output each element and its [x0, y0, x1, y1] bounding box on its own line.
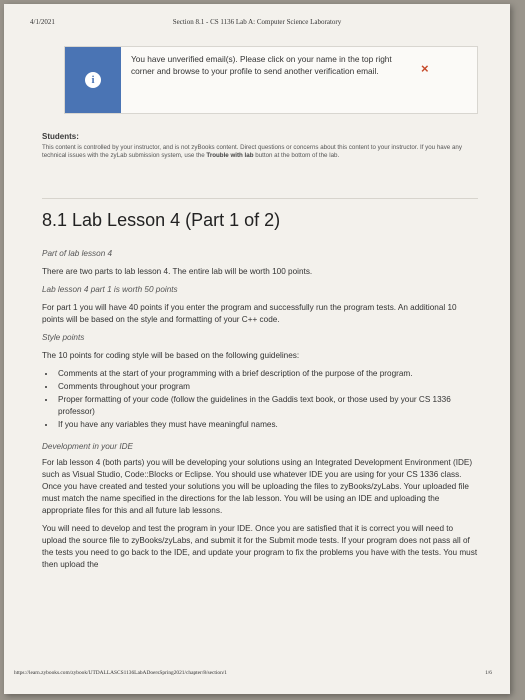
dev-paragraph-2: You will need to develop and test the program in your IDE. Once you are satisfied that it is correct you will need to upload the source file to zyBooks/zyLabs, and submit it for the Submit mode tests. If your program does not pass all of the tests you need to go back to the IDE, and update your program to fix the problems you have with the tests. You must then upload the [42, 524, 478, 569]
page-number: 1/6 [485, 670, 492, 676]
part-worth: Lab lesson 4 part 1 is worth 50 points [42, 285, 178, 294]
printed-page [4, 4, 510, 694]
style-heading: Style points [42, 333, 85, 342]
list-item: • Comments throughout your program [56, 381, 478, 393]
students-text: This content is controlled by your instructor, and is not zyBooks content. Direct questions or concerns about this content to your instructor. If you have any technical issues with the zyLab submission system, use the Trouble with lab button at the bottom of the lab. [42, 144, 462, 160]
banner-icon-area [65, 47, 121, 113]
list-item: • Proper formatting of your code (follow the guidelines in the Gaddis text book, or those used by your CS 1336 professor) [56, 394, 478, 418]
style-intro: The 10 points for coding style will be based on the following guidelines: [42, 351, 300, 360]
info-icon: i [85, 72, 101, 88]
dev-heading: Development in your IDE [42, 442, 134, 451]
print-title: Section 8.1 - CS 1136 Lab A: Computer Science Laboratory [172, 18, 342, 26]
print-url: https://learn.zybooks.com/zybook/UTDALLASCS1136LabADoersSpring2021/chapter/8/section/1 [14, 670, 227, 676]
students-label: Students: [42, 132, 79, 141]
close-icon[interactable]: × [421, 61, 429, 76]
banner-message: You have unverified email(s). Please click on your name in the top right corner and browse to your profile to send another verification email. [131, 54, 392, 76]
unverified-email-banner [64, 46, 478, 114]
dev-paragraph-1: For lab lesson 4 (both parts) you will be developing your solutions using an Integrated Development Environment (IDE) such as Visual Studio, Code::Blocks or Eclipse. You should use whatever IDE you are using for your CS 1336 class. Once you have created and tested your solutions you will be uploading the files to zyBooks/zyLabs. Your uploaded file must match the name specified in the directions for the lab lesson. You will be using an IDE and uploading the appropriate files for this and all future lab lessons. [42, 458, 473, 515]
style-guidelines-list [56, 368, 478, 431]
list-item: • If you have any variables they must have meaningful names. [56, 419, 478, 431]
trouble-with-lab-ref: Trouble with lab [206, 152, 254, 160]
students-notice [42, 132, 482, 160]
part1-description: For part 1 you will have 40 points if you enter the program and successfully run the program tests. An additional 10 points will be based on the style and formatting of your C++ code. [42, 303, 457, 324]
lab-title: 8.1 Lab Lesson 4 (Part 1 of 2) [42, 210, 281, 230]
list-item: • Comments at the start of your programming with a brief description of the purpose of the program. [56, 368, 478, 380]
lab-content [42, 248, 478, 577]
intro-text: There are two parts to lab lesson 4. The entire lab will be worth 100 points. [42, 267, 313, 276]
part-heading: Part of lab lesson 4 [42, 249, 113, 258]
print-date: 4/1/2021 [30, 18, 55, 26]
divider [42, 198, 478, 199]
